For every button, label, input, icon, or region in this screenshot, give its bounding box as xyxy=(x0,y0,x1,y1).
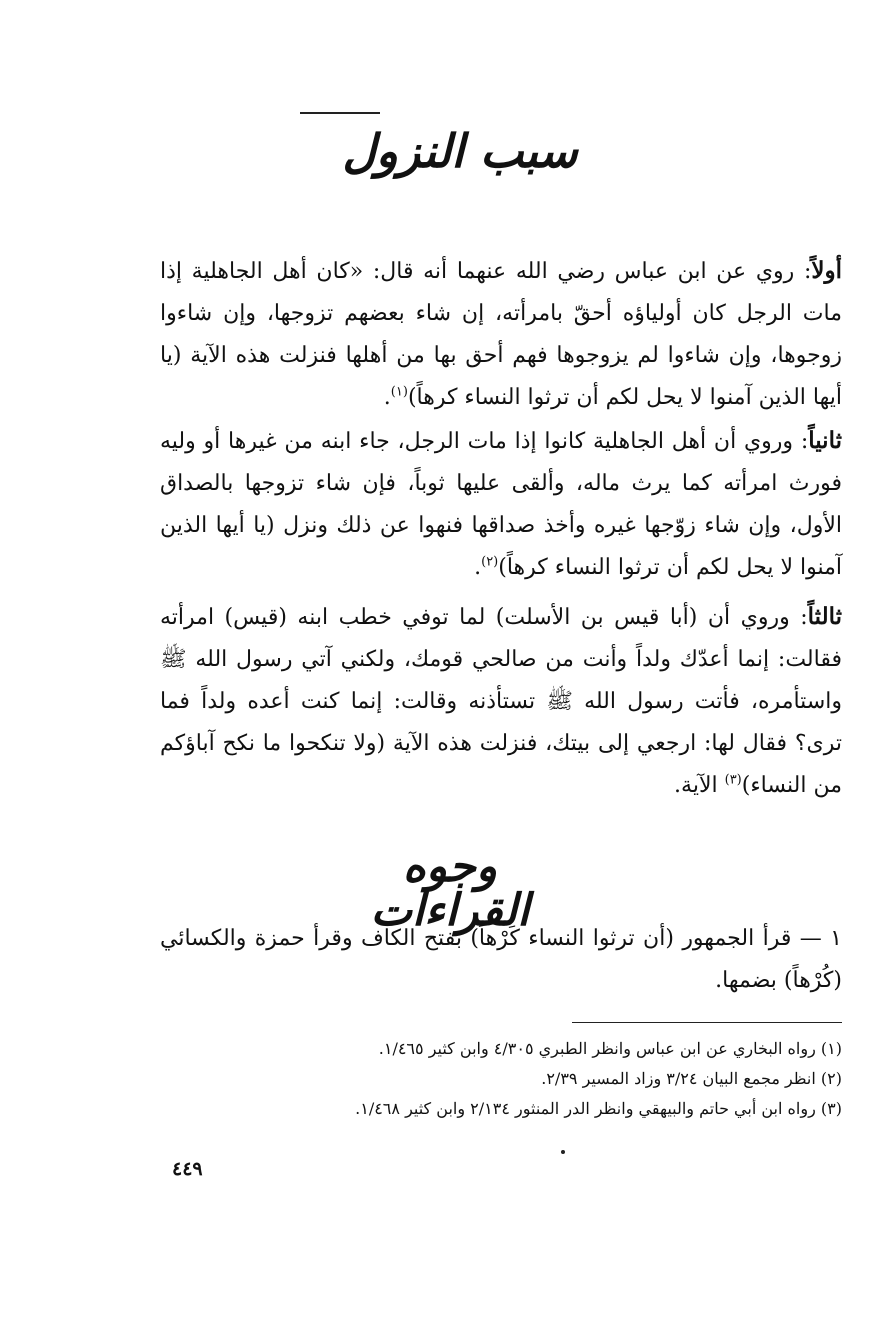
paragraph-end: الآية. xyxy=(674,773,725,798)
paragraph-lead: ثانياً xyxy=(808,427,842,454)
paragraph-end: . xyxy=(474,555,482,580)
page-number: ٤٤٩ xyxy=(172,1158,203,1180)
paragraph-end: . xyxy=(383,385,391,410)
paragraph-text: : وروي أن أهل الجاهلية كانوا إذا مات الرجل، جاء ابنه من غيرها أو وليه فورث امرأته كما يرث ماله، وألقى عليها ثوباً، فإن شاء تزوجها بالصداق الأول، وإن شاء زوّجها غيره وأخذ صداقها فنهوا عن ذلك ونزل (يا أيها الذين آمنوا لا يحل لكم أن ترثوا النساء كرهاً) xyxy=(160,429,842,580)
paragraph-third xyxy=(160,596,842,807)
section-heading-reason: سبب النزول xyxy=(342,124,578,178)
footnote-item: (١) رواه البخاري عن ابن عباس وانظر الطبري ٤/٣٠٥ وابن كثير ١/٤٦٥. xyxy=(378,1039,842,1058)
paragraph-readings xyxy=(160,918,842,1002)
paragraph-second xyxy=(160,420,842,589)
paragraph-lead: أولاً xyxy=(811,257,842,284)
paragraph-lead: ثالثاً xyxy=(807,603,842,630)
footnotes xyxy=(200,1034,842,1124)
paragraph-text: : روي عن ابن عباس رضي الله عنهما أنه قال: «كان أهل الجاهلية إذا مات الرجل كان أولياؤه أحقّ بامرأته، إن شاء بعضهم تزوجها، وإن شاءوا زوجوها، وإن شاءوا لم يزوجوها فهم أحق بها من أهلها فنزلت هذه الآية (يا أيها الذين آمنوا لا يحل لكم أن ترثوا النساء كرهاً) xyxy=(160,259,842,410)
paragraph-text: ١ — قرأ الجمهور (أن ترثوا النساء كَرْهاً) بفتح الكاف وقرأ حمزة والكسائي (كُرْهاً) بضمها. xyxy=(160,926,842,993)
top-decorative-rule xyxy=(300,112,380,114)
footnote-item: (٢) انظر مجمع البيان ٣/٢٤ وزاد المسير ٢/٣٩. xyxy=(541,1069,842,1088)
footnote-ref: (٣) xyxy=(724,772,742,788)
section-heading-readings: وجوه القراءات xyxy=(370,841,530,936)
footnote-ref: (١) xyxy=(390,384,408,400)
ink-dot xyxy=(561,1150,565,1154)
paragraph-first xyxy=(160,250,842,419)
footnote-item: (٣) رواه ابن أبي حاتم والبيهقي وانظر الدر المنثور ٢/١٣٤ وابن كثير ١/٤٦٨. xyxy=(355,1099,842,1118)
footnote-separator xyxy=(572,1022,842,1023)
paragraph-text: : وروي أن (أبا قيس بن الأسلت) لما توفي خطب ابنه (قيس) امرأته فقالت: إنما أعدّك ولداً وأنت من صالحي قومك، ولكني آتي رسول الله ﷺ واستأمره، فأتت رسول الله ﷺ تستأذنه وقالت: إنما كنت أعده ولداً فما ترى؟ فقال لها: ارجعي إلى بيتك، فنزلت هذه الآية (ولا تنكحوا ما نكح آباؤكم من النساء) xyxy=(160,605,842,798)
footnote-ref: (٢) xyxy=(481,554,499,570)
